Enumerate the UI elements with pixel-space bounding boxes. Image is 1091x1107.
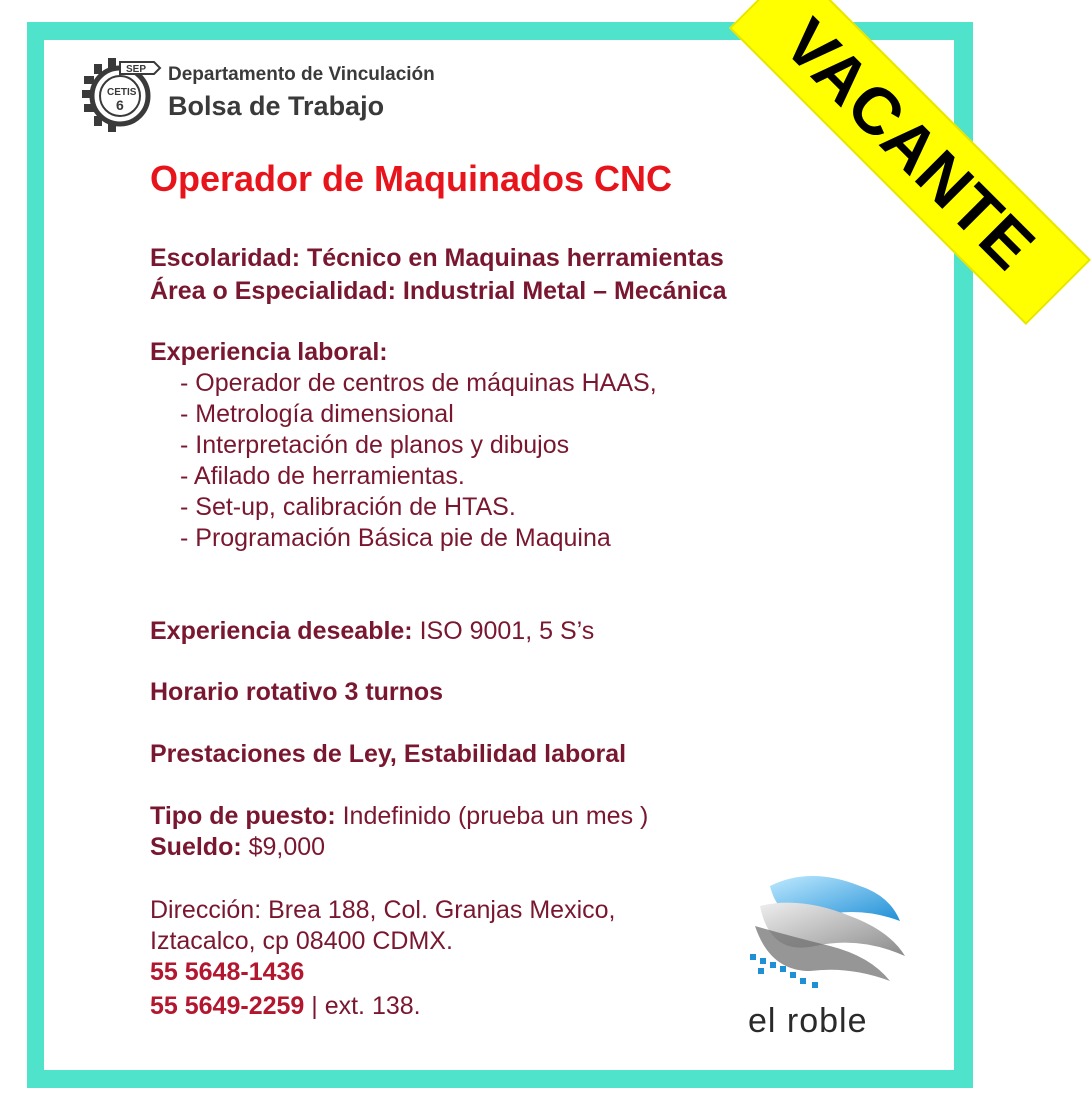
logo-number-text: 6 [116,97,124,113]
phone-2-line [150,992,421,1021]
job-title: Operador de Maquinados CNC [150,158,673,199]
horario-line: Horario rotativo 3 turnos [150,678,444,706]
experiencia-item: - Metrología dimensional [180,400,454,428]
vacante-ribbon: VACANTE [729,0,1091,325]
logo-cetis-text: CETIS [107,87,137,98]
deseable-label: Experiencia deseable: [150,617,413,645]
escolaridad-line: Escolaridad: Técnico en Maquinas herramientas [150,244,724,272]
experiencia-item: - Interpretación de planos y dibujos [180,431,570,459]
el-roble-logo-icon [740,866,920,1006]
sueldo-value: $9,000 [241,833,326,861]
logo-sep-text: SEP [126,64,147,75]
experiencia-deseable-line [150,617,594,646]
direccion-line-2: Iztacalco, cp 08400 CDMX. [150,927,453,955]
experiencia-item: - Set-up, calibración de HTAS. [180,493,516,521]
department-name: Departamento de Vinculación [168,64,435,85]
sueldo-line [150,833,325,862]
experiencia-item: - Operador de centros de máquinas HAAS, [180,369,657,397]
experiencia-item: - Afilado de herramientas. [180,462,465,490]
tipo-puesto-line [150,802,648,831]
tipo-value: Indefinido (prueba un mes ) [335,802,649,830]
tipo-label: Tipo de puesto: [150,802,336,830]
phone-1: 55 5648-1436 [150,958,305,986]
cetis-gear-logo [80,56,162,136]
direccion-line-1: Dirección: Brea 188, Col. Granjas Mexico, [150,896,616,924]
experiencia-item: - Programación Básica pie de Maquina [180,524,611,552]
section-name: Bolsa de Trabajo [168,91,385,121]
phone-2-ext: | ext. 138. [304,992,421,1020]
phone-2: 55 5649-2259 [150,992,305,1020]
el-roble-logo-text: el roble [748,1002,868,1040]
experiencia-label: Experiencia laboral: [150,338,388,366]
deseable-value: ISO 9001, 5 S’s [412,617,595,645]
prestaciones-line: Prestaciones de Ley, Estabilidad laboral [150,740,627,768]
area-line: Área o Especialidad: Industrial Metal – Mecánica [150,277,727,305]
sueldo-label: Sueldo: [150,833,242,861]
